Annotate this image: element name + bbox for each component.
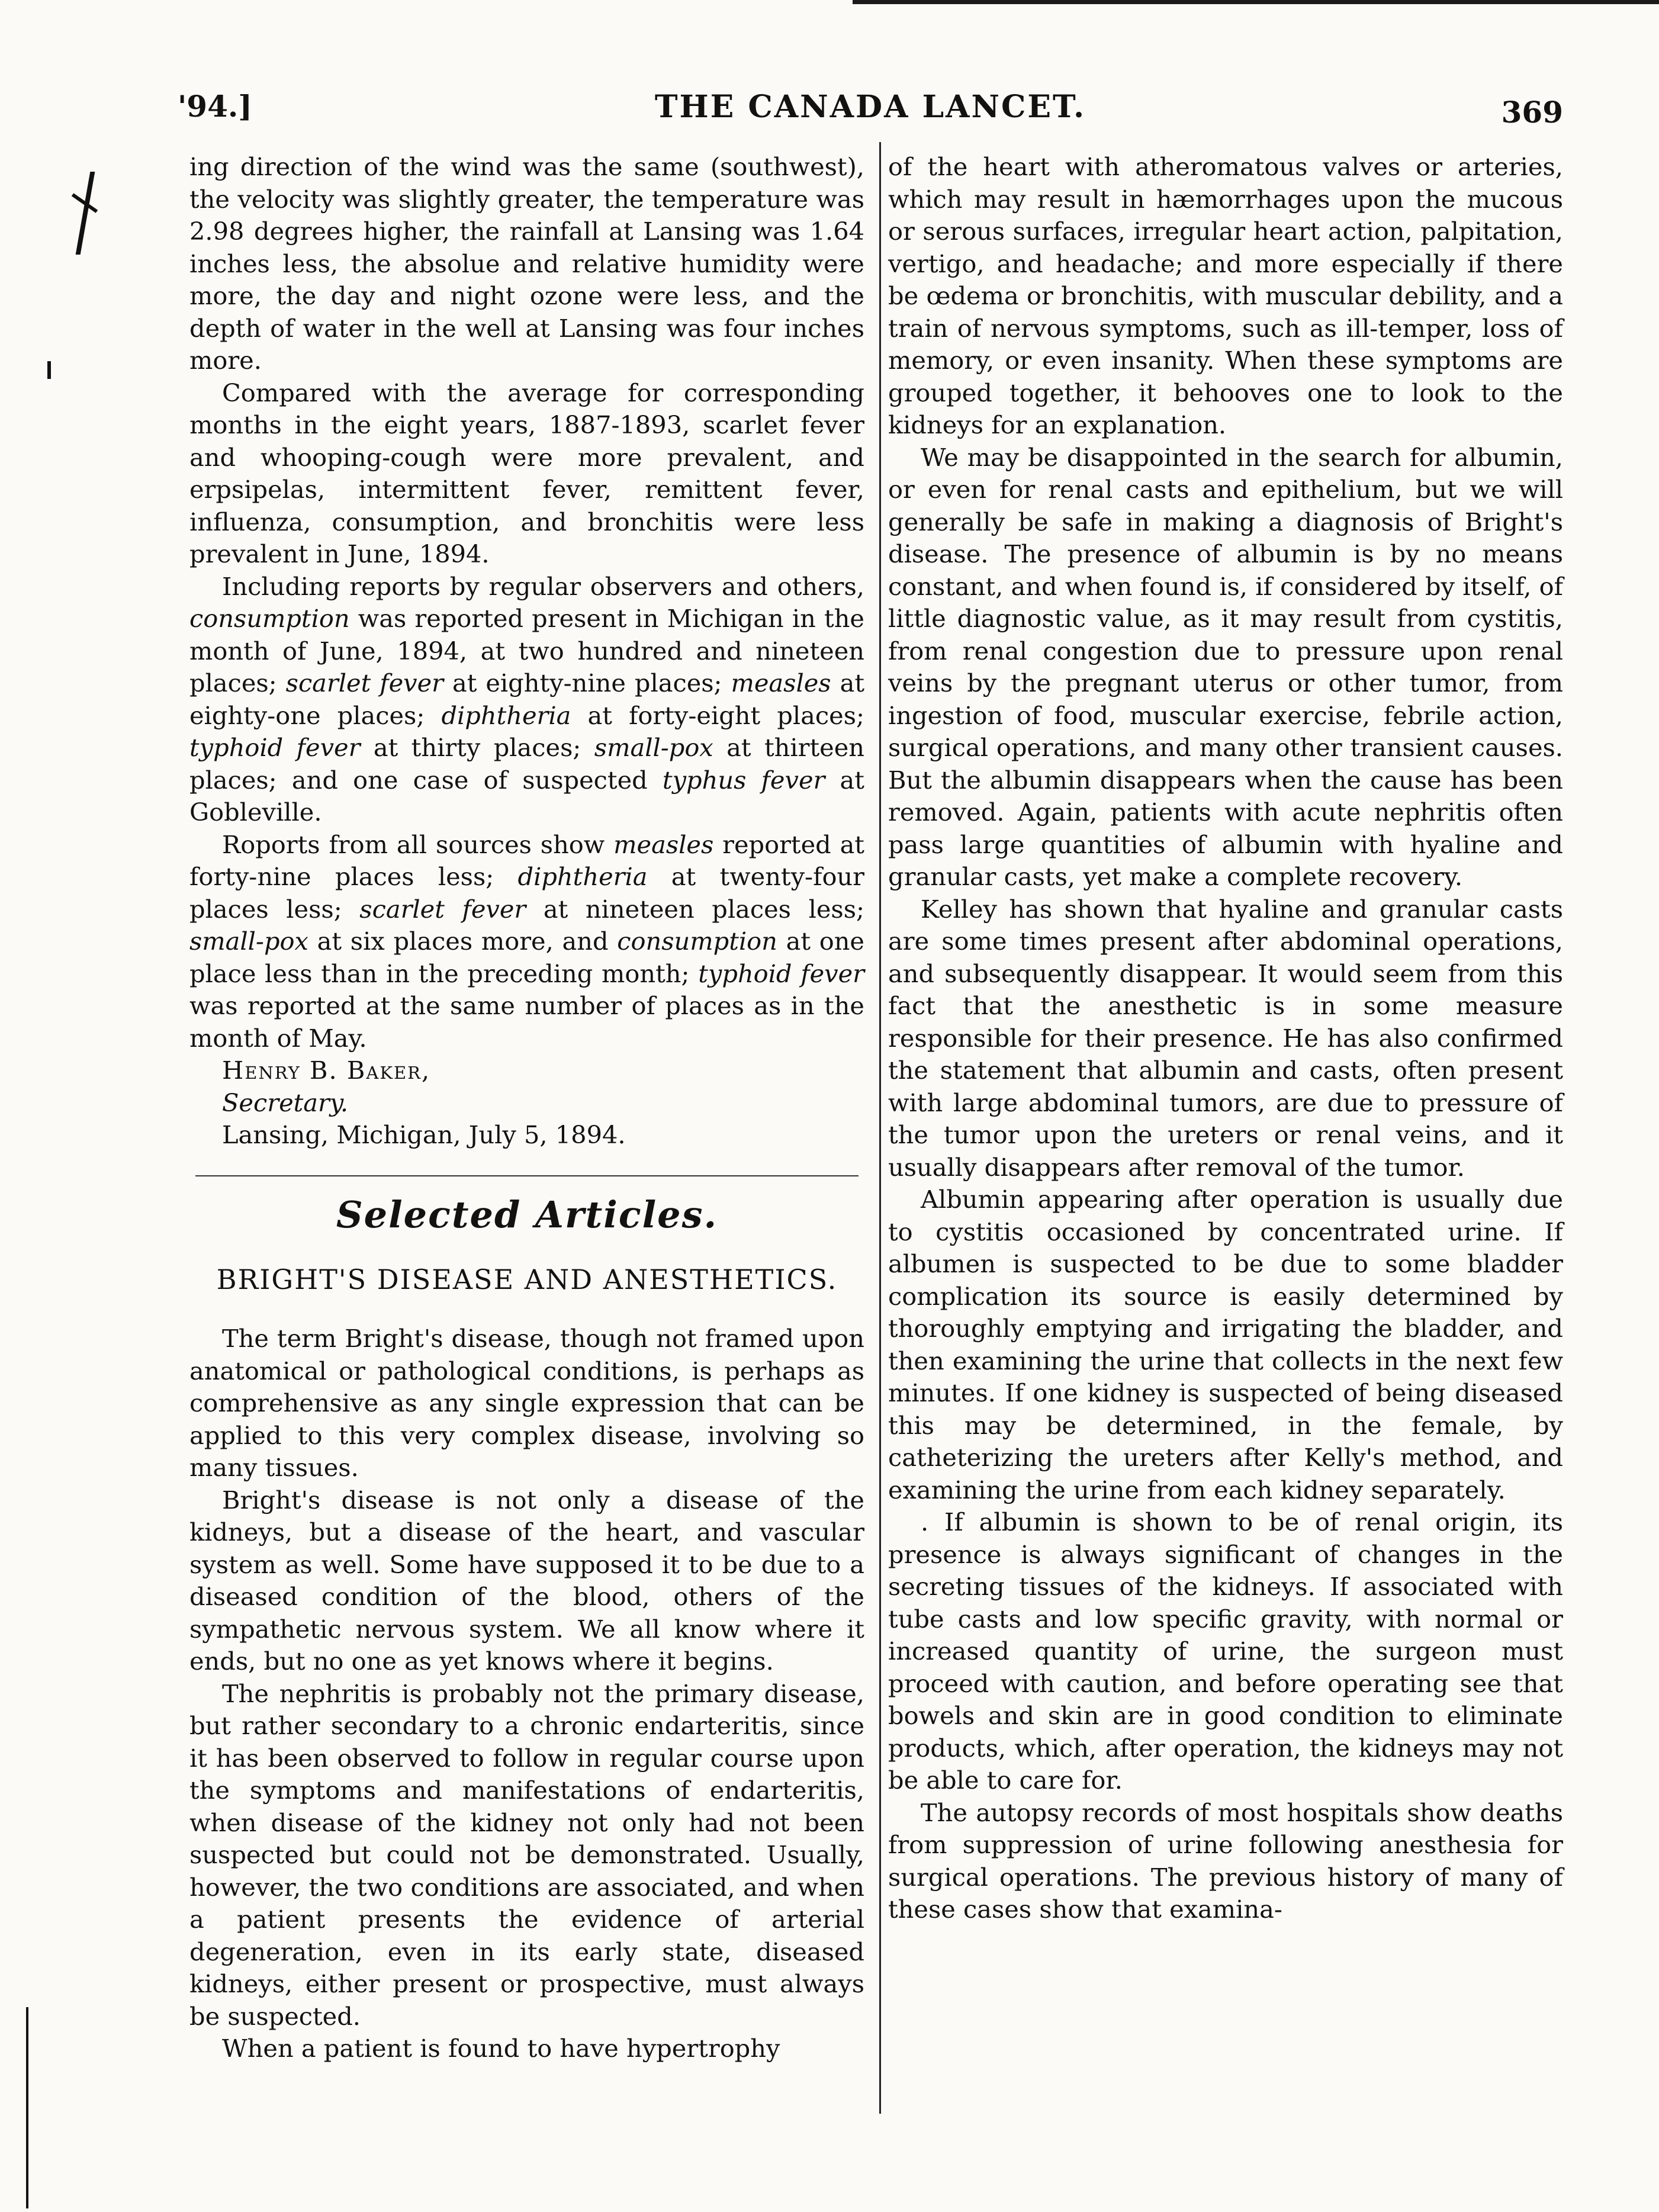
place-date: Lansing, Michigan, July 5, 1894. — [222, 1120, 626, 1149]
paragraph: The autopsy records of most hospitals show deaths from suppression of urine following anesthesia for surgical operations. The previous history of many of these cases show that examina- — [888, 1798, 1563, 1924]
paragraph: Albumin appearing after operation is usually due to cystitis occasioned by concentrated urine. If albumen is suspected to be due to some bladder complication its source is easily determined by thoroughly emptying and irrigating the bladder, and then examining the urine that collects in the next few minutes. If one kidney is suspected of being diseased this may be determined, in the female, by catheterizing the ureters after Kelly's method, and examining the urine from each kidney separately. — [888, 1185, 1563, 1504]
paragraph: ing direction of the wind was the same (southwest), the velocity was slightly greater, the temperature was 2.98 degrees higher, the rainfall at Lansing was 1.64 inches less, the absolue and relative humidity were more, the day and night ozone were less, and the depth of water in the well at Lansing was four inches more. — [189, 152, 864, 375]
right-column — [888, 151, 1563, 1926]
article-title: BRIGHT'S DISEASE AND ANESTHETICS. — [216, 1263, 838, 1295]
paragraph: Compared with the average for corresponding months in the eight years, 1887-1893, scarlet fever and whooping-cough were more prevalent, and erpsipelas, intermittent fever, remittent fever, influenza, consumption, and bronchitis were less prevalent in June, 1894. — [189, 378, 864, 568]
paragraph: . If albumin is shown to be of renal origin, its presence is always significant of changes in the secreting tissues of the kidneys. If associated with tube casts and low specific gravity, with normal or increased quantity of urine, the surgeon must proceed with caution, and before operating see that bowels and skin are in good condition to eliminate products, which, after operation, the kidneys may not be able to care for. — [888, 1507, 1563, 1795]
paragraph: We may be disappointed in the search for albumin, or even for renal casts and epithelium, but we will generally be safe in making a diagnosis of Bright's disease. The presence of albumin is by no means constant, and when found is, if considered by itself, of little diagnostic value, as it may result from cystitis, from renal congestion due to pressure upon renal veins by the pregnant uterus or other tumor, from ingestion of food, muscular exercise, febrile action, surgical operations, and many other transient causes. But the albumin disappears when the cause has been removed. Again, patients with acute nephritis often pass large quantities of albumin with hyaline and granular casts, yet make a complete recovery. — [888, 442, 1563, 891]
margin-mark-bottom — [26, 2007, 28, 2208]
margin-mark-tick — [47, 361, 51, 379]
paragraph: The term Bright's disease, though not framed upon anatomical or pathological conditions, is perhaps as comprehensive as any single expression that can be applied to this very complex disease, involving so many tissues. — [189, 1324, 864, 1482]
header-year: '94.] — [178, 89, 252, 124]
top-edge-rule — [853, 0, 1659, 4]
column-divider — [879, 142, 881, 2114]
margin-mark-k — [76, 172, 95, 255]
paragraph: of the heart with atheromatous valves or arteries, which may result in hæmorrhages upon the mucous or serous surfaces, irregular heart action, palpitation, vertigo, and headache; and more especially if there be œdema or bronchitis, with muscular debility, and a train of nervous symptoms, such as ill-temper, loss of memory, or even insanity. When these symptoms are grouped together, it behooves one to look to the kidneys for an explanation. — [888, 152, 1563, 439]
paragraph: Including reports by regular observers and others, consumption was reported present in Michigan in the month of June, 1894, at two hundred and nineteen places; scarlet fever at eighty-nine places; measles at eighty-one places; diphtheria at forty-eight places; typhoid fever at thirty places; small-pox at thirteen places; and one case of suspected typhus fever at Gobleville. — [189, 571, 864, 827]
paragraph: Roports from all sources show measles reported at forty-nine places less; diphtheria at twenty-four places less; scarlet fever at nineteen places less; small-pox at six places more, and consumption at one place less than in the preceding month; typhoid fever was reported at the same number of places as in the month of May. — [189, 830, 864, 1053]
paragraph: When a patient is found to have hypertrophy — [222, 2034, 780, 2063]
signature-name: Henry B. Baker, — [222, 1056, 431, 1085]
left-column — [189, 151, 864, 2065]
paragraph: Kelley has shown that hyaline and granular casts are some times present after abdominal operations, and subsequently disappear. It would seem from this fact that the anesthetic is in some measure responsible for their presence. He has also confirmed the statement that albumin and casts, often present with large abdominal tumors, are due to pressure of the tumor upon the ureters or renal veins, and it usually disappears after removal of the tumor. — [888, 894, 1563, 1182]
running-head — [178, 89, 1563, 130]
section-rule — [195, 1175, 859, 1176]
section-heading: Selected Articles. — [336, 1192, 718, 1236]
paragraph: Bright's disease is not only a disease of the kidneys, but a disease of the heart, and vascular system as well. Some have supposed it to be due to a diseased condition of the blood, others of the sympathetic nervous system. We all know where it ends, but no one as yet knows where it begins. — [189, 1485, 864, 1676]
paragraph: The nephritis is probably not the primary disease, but rather secondary to a chronic endarteritis, since it has been observed to follow in regular course upon the symptoms and manifestations of endarteritis, when disease of the kidney not only had not been suspected but could not be demonstrated. Usually, however, the two conditions are associated, and when a patient presents the evidence of arterial degeneration, even in its early state, diseased kidneys, either present or prospective, must always be suspected. — [189, 1679, 864, 2031]
page-number: 369 — [1501, 95, 1563, 130]
signature-title: Secretary. — [222, 1088, 349, 1117]
journal-title: THE CANADA LANCET. — [654, 89, 1086, 125]
